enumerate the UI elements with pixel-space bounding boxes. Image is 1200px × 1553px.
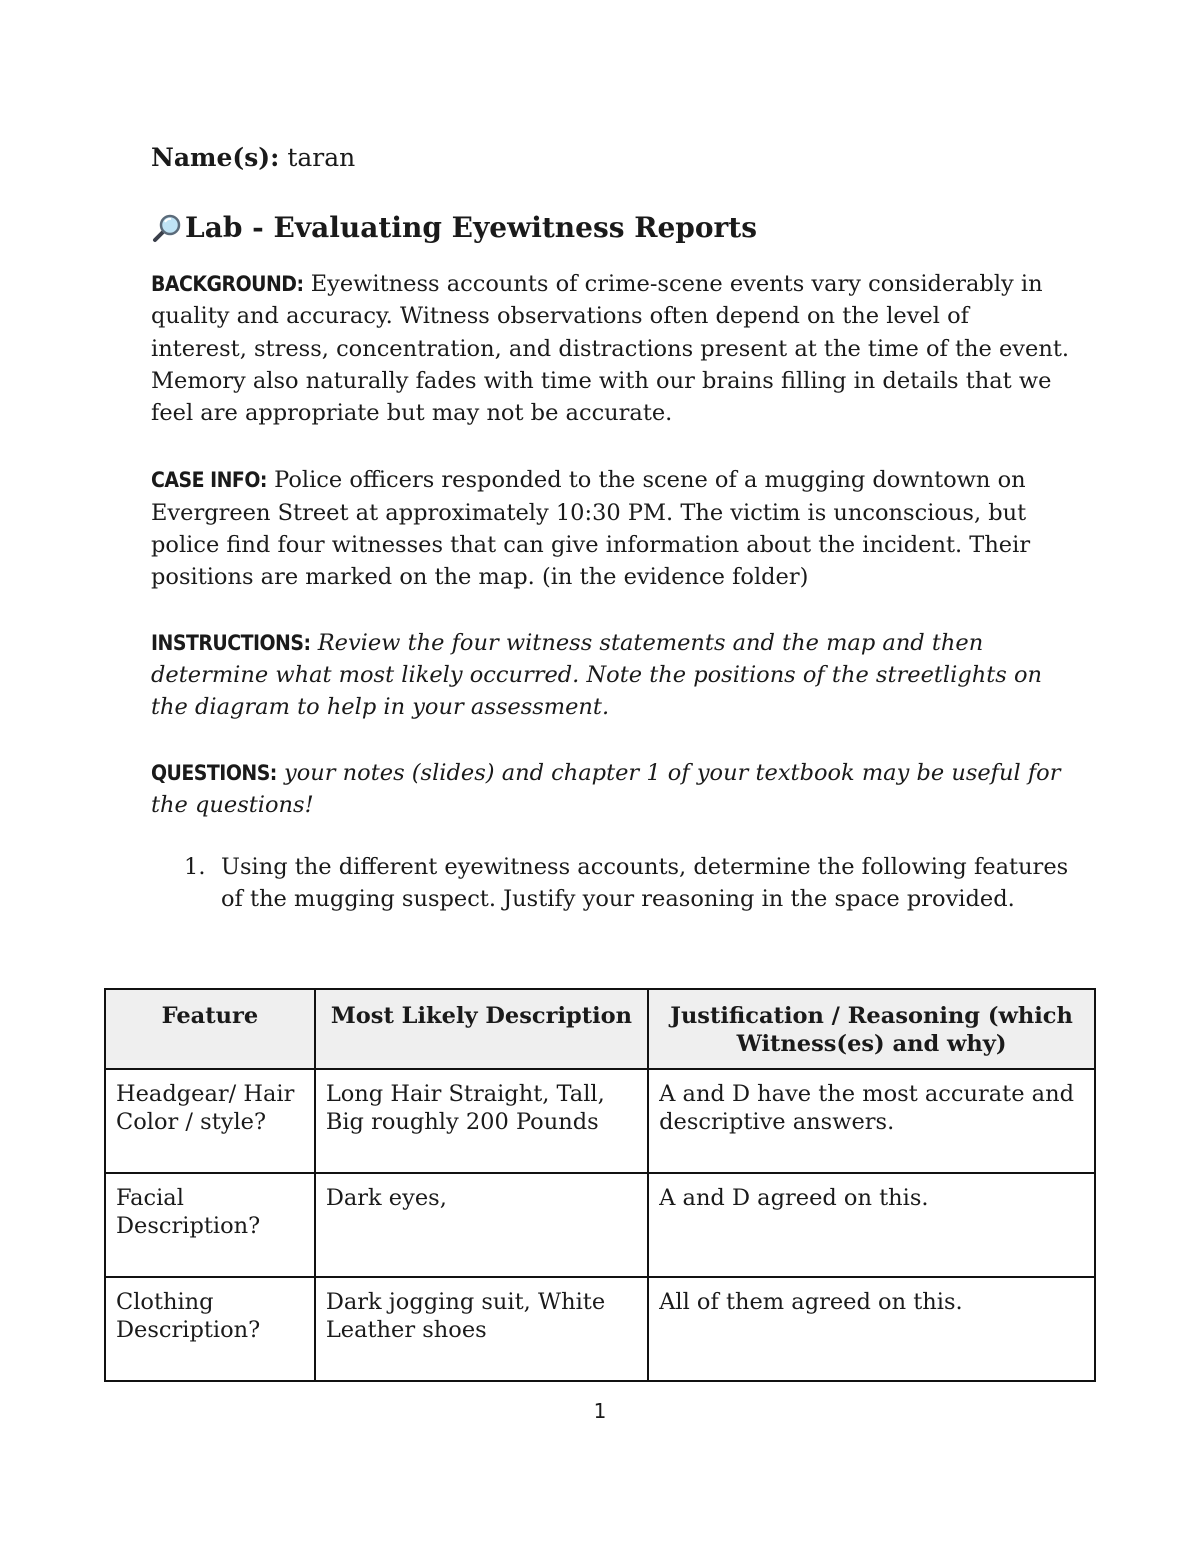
case-info-section	[151, 464, 1071, 593]
header-justification: Justification / Reasoning (which Witness(es) and why)	[648, 989, 1095, 1069]
instructions-section	[151, 627, 1071, 724]
question-list	[151, 851, 1071, 916]
question-number: 1.	[184, 854, 206, 881]
page-title	[151, 208, 1071, 248]
question-text: Using the different eyewitness accounts, determine the following features of the mugging suspect. Justify your reasoning in the space provided.	[221, 854, 1069, 913]
document-body	[151, 138, 1071, 916]
magnifying-glass-icon	[151, 212, 183, 244]
header-description: Most Likely Description	[315, 989, 648, 1069]
instructions-label: INSTRUCTIONS:	[151, 630, 311, 655]
background-text: Eyewitness accounts of crime-scene events vary considerably in quality and accuracy. Witness observations often depend on the level of interest, stress, concentration, and distractions present at the time of the event. Memory also naturally fades with time with our brains filling in details that we feel are appropriate but may not be accurate.	[151, 271, 1070, 427]
description-cell[interactable]: Dark jogging suit, White Leather shoes	[315, 1277, 648, 1381]
table-row	[105, 1277, 1095, 1381]
justification-cell[interactable]: All of them agreed on this.	[648, 1277, 1095, 1381]
justification-cell[interactable]: A and D agreed on this.	[648, 1173, 1095, 1277]
feature-cell[interactable]: Headgear/ Hair Color / style?	[105, 1069, 315, 1173]
table-row	[105, 1173, 1095, 1277]
question-item	[151, 851, 1071, 916]
case-info-text: Police officers responded to the scene of a mugging downtown on Evergreen Street at approximately 10:30 PM. The victim is unconscious, but police find four witnesses that can give information about the incident. Their positions are marked on the map. (in the evidence folder)	[151, 467, 1031, 591]
description-cell[interactable]: Dark eyes,	[315, 1173, 648, 1277]
header-feature: Feature	[105, 989, 315, 1069]
suspect-features-table	[104, 988, 1096, 1382]
description-cell[interactable]: Long Hair Straight, Tall, Big roughly 200 Pounds	[315, 1069, 648, 1173]
justification-cell[interactable]: A and D have the most accurate and descriptive answers.	[648, 1069, 1095, 1173]
feature-cell[interactable]: Clothing Description?	[105, 1277, 315, 1381]
questions-section	[151, 757, 1071, 822]
table-header-row	[105, 989, 1095, 1069]
page-number: 1	[593, 1399, 607, 1423]
table-row	[105, 1069, 1095, 1173]
instructions-text: Review the four witness statements and the map and then determine what most likely occurred. Note the positions of the streetlights on the diagram to help in your assessment.	[151, 629, 1042, 721]
questions-text: your notes (slides) and chapter 1 of your textbook may be useful for the questions!	[151, 759, 1061, 818]
background-label: BACKGROUND:	[151, 272, 304, 296]
questions-label: QUESTIONS:	[151, 760, 277, 785]
page-title-text: Lab - Evaluating Eyewitness Reports	[185, 211, 758, 244]
name-label: Name(s):	[151, 143, 280, 172]
name-line	[151, 138, 1071, 178]
case-info-label: CASE INFO:	[151, 468, 267, 493]
name-value: taran	[287, 143, 356, 172]
background-section	[151, 268, 1071, 429]
feature-cell[interactable]: Facial Description?	[105, 1173, 315, 1277]
